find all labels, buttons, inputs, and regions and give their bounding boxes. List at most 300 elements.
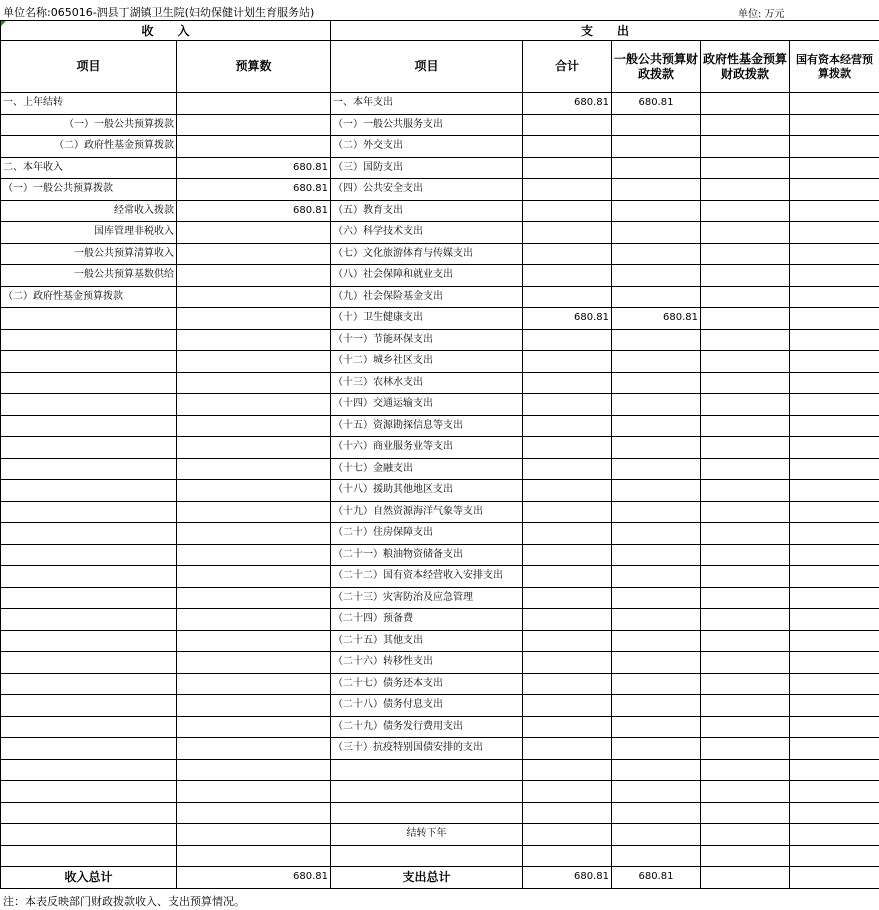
expense-total-cell — [523, 695, 612, 717]
state-capital-cell — [790, 437, 879, 459]
expense-total-cell: 680.81 — [523, 308, 612, 330]
general-budget-cell — [612, 695, 701, 717]
expense-total-cell — [523, 501, 612, 523]
income-budget-cell — [177, 114, 331, 136]
income-budget-cell: 680.81 — [177, 200, 331, 222]
expense-item-cell: （十四）交通运输支出 — [331, 394, 523, 416]
expense-item-cell: （二十二）国有资本经营收入安排支出 — [331, 566, 523, 588]
income-item-cell: 一、上年结转 — [1, 93, 177, 115]
gov-fund-cell — [701, 243, 790, 265]
state-capital-cell — [790, 652, 879, 674]
state-capital-cell — [790, 114, 879, 136]
state-capital-cell — [790, 544, 879, 566]
expense-item-cell: （十）卫生健康支出 — [331, 308, 523, 330]
empty-cell — [790, 845, 879, 867]
state-capital-cell — [790, 695, 879, 717]
table-row — [1, 544, 879, 566]
income-item-cell — [1, 458, 177, 480]
expense-total-cell — [523, 759, 612, 781]
expense-item-cell: （十二）城乡社区支出 — [331, 351, 523, 373]
income-budget-cell — [177, 501, 331, 523]
expense-item-cell: （二十）住房保障支出 — [331, 523, 523, 545]
gov-fund-cell — [701, 544, 790, 566]
expense-total-cell — [523, 265, 612, 287]
expense-item-cell: （三）国防支出 — [331, 157, 523, 179]
table-row — [1, 673, 879, 695]
expense-item-cell: （六）科学技术支出 — [331, 222, 523, 244]
empty-cell — [177, 845, 331, 867]
expense-item-cell — [331, 802, 523, 824]
page-header — [0, 0, 879, 20]
expense-total-cell — [523, 114, 612, 136]
expense-item-cell: （二十六）转移性支出 — [331, 652, 523, 674]
income-budget-cell — [177, 716, 331, 738]
general-budget-cell: 680.81 — [612, 308, 701, 330]
income-item-cell — [1, 759, 177, 781]
expense-total-cell — [523, 286, 612, 308]
table-row — [1, 200, 879, 222]
expense-total-cell — [523, 652, 612, 674]
table-row — [1, 458, 879, 480]
state-capital-cell — [790, 157, 879, 179]
general-budget-cell — [612, 222, 701, 244]
general-budget-cell — [612, 716, 701, 738]
expense-item-cell: （二十八）债务付息支出 — [331, 695, 523, 717]
income-budget-cell — [177, 308, 331, 330]
income-item-cell — [1, 802, 177, 824]
gov-fund-cell — [701, 587, 790, 609]
general-budget-cell — [612, 265, 701, 287]
expense-item-cell: 一、本年支出 — [331, 93, 523, 115]
income-item-cell — [1, 781, 177, 803]
table-row — [1, 222, 879, 244]
income-budget-cell — [177, 458, 331, 480]
empty-cell — [1, 845, 177, 867]
gov-fund-cell — [701, 738, 790, 760]
state-capital-cell — [790, 200, 879, 222]
table-row — [1, 179, 879, 201]
income-budget-cell — [177, 372, 331, 394]
expense-item-cell: （十六）商业服务业等支出 — [331, 437, 523, 459]
col-state-capital: 国有资本经营预算拨款 — [790, 41, 879, 93]
gov-fund-cell — [701, 329, 790, 351]
table-row — [1, 480, 879, 502]
income-item-cell: 一般公共预算基数供给 — [1, 265, 177, 287]
general-budget-cell — [612, 394, 701, 416]
expense-item-cell: （十一）节能环保支出 — [331, 329, 523, 351]
income-item-cell — [1, 716, 177, 738]
expense-item-cell: （十三）农林水支出 — [331, 372, 523, 394]
state-capital-cell — [790, 222, 879, 244]
expense-total-cell — [523, 200, 612, 222]
income-item-cell — [1, 329, 177, 351]
income-budget-cell — [177, 437, 331, 459]
income-item-cell — [1, 609, 177, 631]
table-note: 注：本表反映部门财政拨款收入、支出预算情况。 — [3, 895, 245, 908]
empty-cell — [331, 845, 523, 867]
income-item-cell — [1, 673, 177, 695]
gov-fund-cell — [701, 759, 790, 781]
income-budget-cell — [177, 93, 331, 115]
table-row — [1, 265, 879, 287]
col-expense-item: 项目 — [331, 41, 523, 93]
income-budget-cell — [177, 759, 331, 781]
general-budget-cell — [612, 587, 701, 609]
expense-total-cell — [523, 566, 612, 588]
general-budget-cell — [612, 179, 701, 201]
table-row — [1, 351, 879, 373]
income-budget-cell — [177, 802, 331, 824]
income-budget-cell — [177, 781, 331, 803]
income-item-cell — [1, 630, 177, 652]
general-budget-cell — [612, 351, 701, 373]
expense-item-cell: （二）外交支出 — [331, 136, 523, 158]
income-budget-cell — [177, 824, 331, 846]
general-budget-cell — [612, 673, 701, 695]
table-row — [1, 523, 879, 545]
income-item-cell — [1, 824, 177, 846]
expense-total-value: 680.81 — [523, 867, 612, 889]
income-total-label: 收入总计 — [1, 867, 177, 889]
table-row — [1, 845, 879, 867]
general-budget-cell — [612, 652, 701, 674]
table-row — [1, 243, 879, 265]
gov-fund-cell — [701, 437, 790, 459]
general-budget-cell — [612, 759, 701, 781]
general-budget-cell — [612, 157, 701, 179]
income-item-cell — [1, 394, 177, 416]
state-capital-cell — [790, 523, 879, 545]
general-budget-cell — [612, 458, 701, 480]
income-budget-cell — [177, 265, 331, 287]
expense-total-cell — [523, 157, 612, 179]
gov-fund-cell — [701, 93, 790, 115]
empty-cell — [523, 845, 612, 867]
income-budget-cell — [177, 652, 331, 674]
empty-cell — [701, 845, 790, 867]
table-row — [1, 716, 879, 738]
income-budget-cell — [177, 243, 331, 265]
table-row — [1, 759, 879, 781]
expense-item-cell — [331, 781, 523, 803]
state-capital-cell — [790, 673, 879, 695]
carry-forward-label: 结转下年 — [331, 824, 523, 846]
table-row — [1, 329, 879, 351]
carry-forward-row — [1, 824, 879, 846]
income-item-cell: 一般公共预算清算收入 — [1, 243, 177, 265]
general-budget-cell — [612, 630, 701, 652]
general-budget-cell — [612, 437, 701, 459]
state-capital-cell — [790, 759, 879, 781]
unit-name: 单位名称:065016-泗县丁湖镇卫生院(妇幼保健计划生育服务站) — [3, 6, 315, 19]
col-income-item: 项目 — [1, 41, 177, 93]
gov-fund-cell — [701, 179, 790, 201]
expense-total-cell — [523, 716, 612, 738]
general-budget-cell — [612, 781, 701, 803]
income-item-cell — [1, 415, 177, 437]
state-capital-cell — [790, 630, 879, 652]
expense-item-cell: （四）公共安全支出 — [331, 179, 523, 201]
gov-fund-cell — [701, 781, 790, 803]
gov-fund-cell — [701, 394, 790, 416]
gov-fund-cell — [701, 308, 790, 330]
expense-item-cell: （十八）援助其他地区支出 — [331, 480, 523, 502]
income-budget-cell — [177, 630, 331, 652]
gov-fund-cell — [701, 136, 790, 158]
empty-cell — [612, 845, 701, 867]
state-capital-cell — [790, 394, 879, 416]
gov-fund-cell — [701, 523, 790, 545]
table-row — [1, 114, 879, 136]
expense-total-general: 680.81 — [612, 867, 701, 889]
state-capital-cell — [790, 93, 879, 115]
section-header-row — [1, 21, 879, 41]
gov-fund-cell — [701, 609, 790, 631]
state-capital-cell — [790, 738, 879, 760]
general-budget-cell — [612, 566, 701, 588]
gov-fund-cell — [701, 372, 790, 394]
table-row — [1, 501, 879, 523]
expense-item-cell: （九）社会保险基金支出 — [331, 286, 523, 308]
table-row — [1, 738, 879, 760]
income-budget-cell — [177, 523, 331, 545]
expense-item-cell — [331, 759, 523, 781]
income-item-cell — [1, 308, 177, 330]
col-gov-fund: 政府性基金预算财政拨款 — [701, 41, 790, 93]
income-budget-cell — [177, 587, 331, 609]
income-budget-cell — [177, 738, 331, 760]
gov-fund-cell — [701, 200, 790, 222]
general-budget-cell — [612, 329, 701, 351]
general-budget-cell — [612, 286, 701, 308]
state-capital-cell — [790, 329, 879, 351]
gov-fund-cell — [701, 867, 790, 889]
unit-label: 单位: 万元 — [738, 9, 785, 20]
table-row — [1, 394, 879, 416]
income-item-cell: 经常收入拨款 — [1, 200, 177, 222]
gov-fund-cell — [701, 157, 790, 179]
state-capital-cell — [790, 286, 879, 308]
income-item-cell — [1, 523, 177, 545]
state-capital-cell — [790, 265, 879, 287]
general-budget-cell — [612, 824, 701, 846]
income-budget-cell — [177, 566, 331, 588]
income-item-cell — [1, 480, 177, 502]
expense-total-cell — [523, 329, 612, 351]
gov-fund-cell — [701, 458, 790, 480]
table-row — [1, 630, 879, 652]
state-capital-cell — [790, 609, 879, 631]
state-capital-cell — [790, 351, 879, 373]
table-row — [1, 802, 879, 824]
expense-item-cell: （二十一）粮油物资储备支出 — [331, 544, 523, 566]
table-row — [1, 136, 879, 158]
table-row — [1, 286, 879, 308]
income-item-cell — [1, 566, 177, 588]
income-budget-cell: 680.81 — [177, 157, 331, 179]
general-budget-cell: 680.81 — [612, 93, 701, 115]
expense-total-cell — [523, 609, 612, 631]
table-row — [1, 652, 879, 674]
gov-fund-cell — [701, 286, 790, 308]
general-budget-cell — [612, 802, 701, 824]
gov-fund-cell — [701, 802, 790, 824]
gov-fund-cell — [701, 652, 790, 674]
expense-item-cell: （七）文化旅游体育与传媒支出 — [331, 243, 523, 265]
expense-total-cell — [523, 544, 612, 566]
state-capital-cell — [790, 480, 879, 502]
state-capital-cell — [790, 566, 879, 588]
expense-total-cell — [523, 243, 612, 265]
expense-total-cell — [523, 802, 612, 824]
income-item-cell — [1, 738, 177, 760]
income-budget-cell — [177, 695, 331, 717]
income-budget-cell — [177, 286, 331, 308]
income-item-cell: （一）一般公共预算拨款 — [1, 114, 177, 136]
income-total-value: 680.81 — [177, 867, 331, 889]
state-capital-cell — [790, 587, 879, 609]
gov-fund-cell — [701, 265, 790, 287]
income-item-cell — [1, 544, 177, 566]
income-item-cell: （二）政府性基金预算拨款 — [1, 286, 177, 308]
income-item-cell: 二、本年收入 — [1, 157, 177, 179]
income-item-cell — [1, 652, 177, 674]
table-row — [1, 566, 879, 588]
state-capital-cell — [790, 458, 879, 480]
col-budget: 预算数 — [177, 41, 331, 93]
expense-total-cell — [523, 781, 612, 803]
state-capital-cell — [790, 415, 879, 437]
general-budget-cell — [612, 738, 701, 760]
total-row — [1, 867, 879, 889]
expense-total-cell — [523, 480, 612, 502]
gov-fund-cell — [701, 480, 790, 502]
gov-fund-cell — [701, 566, 790, 588]
gov-fund-cell — [701, 222, 790, 244]
expense-total-cell — [523, 394, 612, 416]
expense-item-cell: （二十五）其他支出 — [331, 630, 523, 652]
col-general-budget: 一般公共预算财政拨款 — [612, 41, 701, 93]
general-budget-cell — [612, 609, 701, 631]
income-item-cell — [1, 437, 177, 459]
expense-item-cell: （二十九）债务发行费用支出 — [331, 716, 523, 738]
state-capital-cell — [790, 802, 879, 824]
expense-total-cell — [523, 437, 612, 459]
gov-fund-cell — [701, 716, 790, 738]
cell-marker-icon — [1, 21, 6, 26]
income-item-cell — [1, 501, 177, 523]
col-total: 合计 — [523, 41, 612, 93]
general-budget-cell — [612, 501, 701, 523]
state-capital-cell — [790, 179, 879, 201]
income-budget-cell: 680.81 — [177, 179, 331, 201]
income-budget-cell — [177, 673, 331, 695]
gov-fund-cell — [701, 630, 790, 652]
general-budget-cell — [612, 480, 701, 502]
gov-fund-cell — [701, 824, 790, 846]
table-row — [1, 372, 879, 394]
table-row — [1, 587, 879, 609]
income-item-cell: （一）一般公共预算拨款 — [1, 179, 177, 201]
expense-item-cell: （十五）资源勘探信息等支出 — [331, 415, 523, 437]
general-budget-cell — [612, 415, 701, 437]
income-item-cell — [1, 695, 177, 717]
income-budget-cell — [177, 609, 331, 631]
state-capital-cell — [790, 824, 879, 846]
state-capital-cell — [790, 501, 879, 523]
table-row — [1, 157, 879, 179]
gov-fund-cell — [701, 501, 790, 523]
income-item-cell: 国库管理非税收入 — [1, 222, 177, 244]
table-row — [1, 695, 879, 717]
income-item-cell — [1, 351, 177, 373]
state-capital-cell — [790, 136, 879, 158]
gov-fund-cell — [701, 351, 790, 373]
table-row — [1, 415, 879, 437]
state-capital-cell — [790, 243, 879, 265]
table-row — [1, 781, 879, 803]
expense-section-header: 支 出 — [331, 21, 879, 41]
gov-fund-cell — [701, 695, 790, 717]
income-budget-cell — [177, 544, 331, 566]
income-budget-cell — [177, 415, 331, 437]
expense-total-cell — [523, 738, 612, 760]
income-budget-cell — [177, 394, 331, 416]
expense-item-cell: （八）社会保障和就业支出 — [331, 265, 523, 287]
expense-item-cell: （二十三）灾害防治及应急管理 — [331, 587, 523, 609]
income-item-cell — [1, 372, 177, 394]
income-budget-cell — [177, 136, 331, 158]
general-budget-cell — [612, 200, 701, 222]
state-capital-cell — [790, 308, 879, 330]
expense-total-cell — [523, 136, 612, 158]
income-item-cell: （二）政府性基金预算拨款 — [1, 136, 177, 158]
table-row — [1, 609, 879, 631]
state-capital-cell — [790, 716, 879, 738]
expense-item-cell: （二十七）债务还本支出 — [331, 673, 523, 695]
expense-total-cell — [523, 415, 612, 437]
income-budget-cell — [177, 480, 331, 502]
general-budget-cell — [612, 523, 701, 545]
income-section-header: 收 入 — [1, 21, 331, 41]
expense-total-cell — [523, 372, 612, 394]
expense-item-cell: （三十）抗疫特别国债安排的支出 — [331, 738, 523, 760]
general-budget-cell — [612, 136, 701, 158]
expense-total-label: 支出总计 — [331, 867, 523, 889]
general-budget-cell — [612, 243, 701, 265]
expense-item-cell: （五）教育支出 — [331, 200, 523, 222]
state-capital-cell — [790, 781, 879, 803]
income-budget-cell — [177, 329, 331, 351]
budget-table — [0, 20, 879, 889]
general-budget-cell — [612, 544, 701, 566]
column-header-row — [1, 41, 879, 93]
gov-fund-cell — [701, 673, 790, 695]
income-item-cell — [1, 587, 177, 609]
expense-item-cell: （十七）金融支出 — [331, 458, 523, 480]
table-row — [1, 308, 879, 330]
expense-item-cell: （二十四）预备费 — [331, 609, 523, 631]
expense-total-cell — [523, 458, 612, 480]
expense-total-cell — [523, 351, 612, 373]
general-budget-cell — [612, 372, 701, 394]
state-capital-cell — [790, 372, 879, 394]
expense-total-cell — [523, 824, 612, 846]
expense-total-cell — [523, 179, 612, 201]
gov-fund-cell — [701, 114, 790, 136]
income-budget-cell — [177, 351, 331, 373]
expense-total-cell — [523, 673, 612, 695]
